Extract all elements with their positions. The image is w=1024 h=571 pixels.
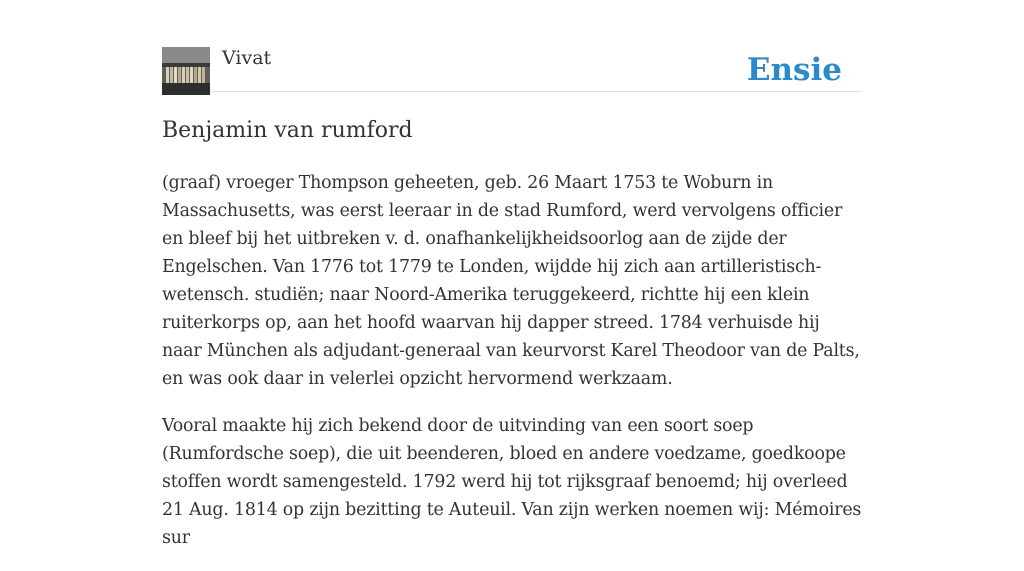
source-header [162,0,862,92]
article-paragraph: (graaf) vroeger Thompson geheeten, geb. 26 Maart 1753 te Woburn in Massachusetts, was eerst leeraar in de stad Rumford, werd vervolgens officier en bleef bij het uitbreken v. d. onafhankelijkheidsoorlog aan de zijde der Engelschen. Van 1776 tot 1779 te Londen, wijdde hij zich aan artilleristisch-wetensch. studiën; naar Noord-Amerika teruggekeerd, richtte hij een klein ruiterkorps op, aan het hoofd waarvan hij dapper streed. 1784 verhuisde hij naar München als adjudant-generaal van keurvorst Karel Theodoor van de Palts, en was ook daar in velerlei opzicht hervormend werkzaam. [162,173,860,389]
page-container [162,0,862,548]
article-body [162,169,864,571]
article-title: Benjamin van rumford [162,118,413,143]
brand-logo[interactable]: Ensie [746,52,842,88]
source-name[interactable]: Vivat [222,47,272,69]
article-paragraph: Vooral maakte hij zich bekend door de uitvinding van een soort soep (Rumfordsche soep), die uit beenderen, bloed en andere voedzame, goedkoope stoffen wordt samengesteld. 1792 werd hij tot rijksgraaf benoemd; hij overleed 21 Aug. 1814 op zijn bezitting te Auteuil. Van zijn werken noemen wij: Mémoires sur [162,416,862,548]
book-spines-avatar-icon[interactable] [162,47,210,95]
